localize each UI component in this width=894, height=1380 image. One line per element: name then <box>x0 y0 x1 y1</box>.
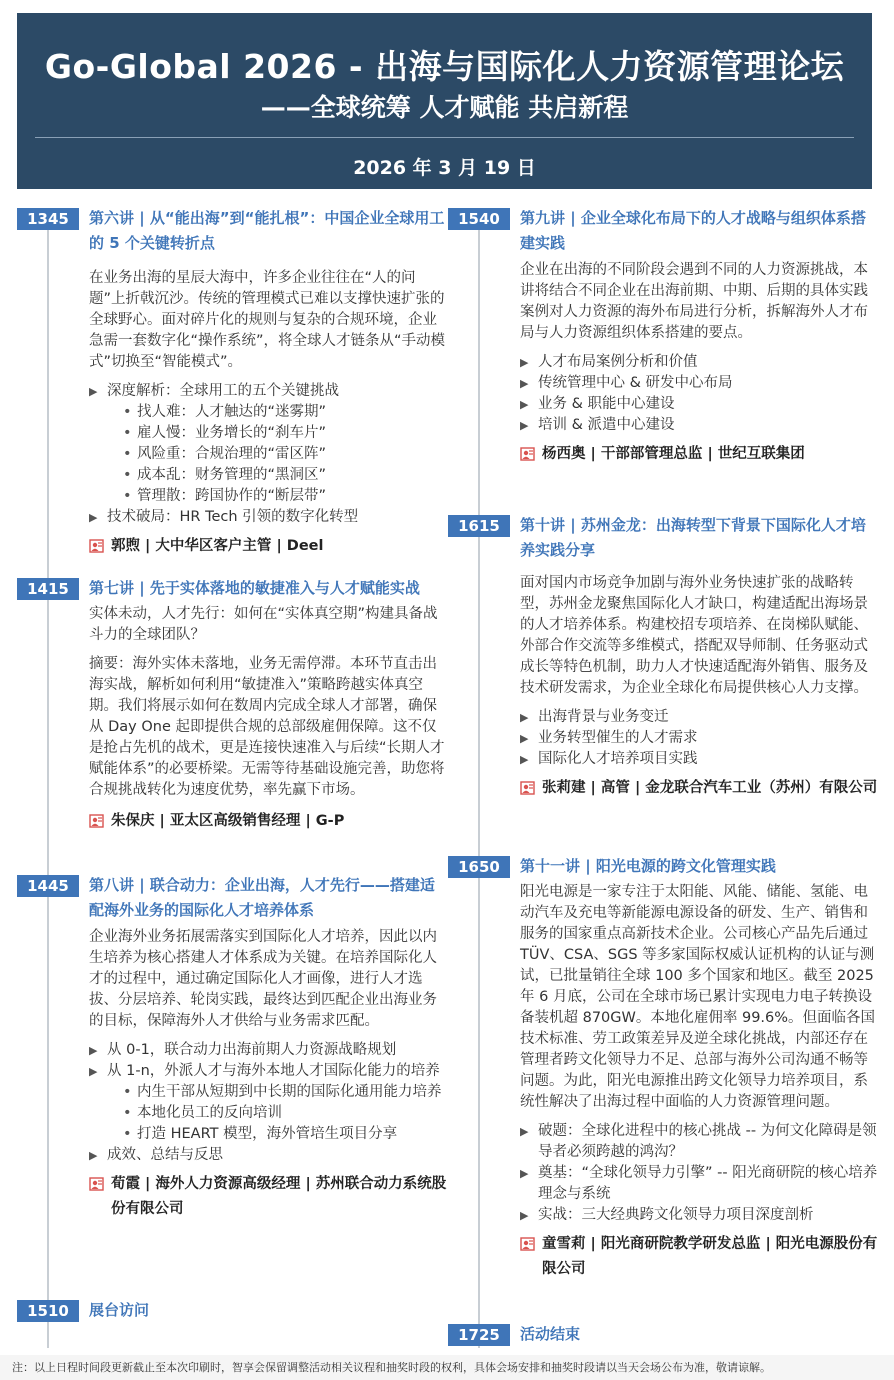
page-title: Go-Global 2026 - 出海与国际化人力资源管理论坛 <box>44 47 845 86</box>
session-body <box>520 573 878 801</box>
session-title: 第六讲 | 从“能出海”到“能扎根”：中国企业全球用工的 5 个关键转折点 <box>89 209 445 252</box>
time-badge: 1415 <box>17 578 79 600</box>
session-title: 第十讲 | 苏州金龙：出海转型下背景下国际化人才培养实践分享 <box>520 516 866 559</box>
session-body <box>520 260 878 467</box>
bullet-item: ▶ 深度解析：全球用工的五个关键挑战 <box>89 381 447 402</box>
time-badge: 1725 <box>448 1324 510 1346</box>
speaker-info <box>520 776 878 801</box>
speaker-info <box>89 809 447 834</box>
speaker-icon <box>89 1177 104 1191</box>
bullet-item: ▶ 实战：三大经典跨文化领导力项目深度剖析 <box>520 1205 878 1226</box>
bullet-item: ▶ 从 0-1，联合动力出海前期人力资源战略规划 <box>89 1040 447 1061</box>
bullet-item: ▶ 破题：全球化进程中的核心挑战 -- 为何文化障碍是领导者必须跨越的鸿沟？ <box>520 1121 878 1163</box>
speaker-icon <box>520 781 535 795</box>
agenda-column-left <box>17 208 447 1348</box>
time-badge: 1345 <box>17 208 79 230</box>
timeline-line <box>478 208 480 1348</box>
time-badge: 1650 <box>448 856 510 878</box>
bullet-item: ▶ 业务 & 职能中心建设 <box>520 394 878 415</box>
speaker-info <box>89 534 447 559</box>
speaker-name: 杨西奥 | 干部部管理总监 | 世纪互联集团 <box>542 446 805 462</box>
bullet-item: ▶ 培训 & 派遣中心建设 <box>520 415 878 436</box>
speaker-info <box>89 1172 447 1222</box>
sub-bullet-item: • 雇人慢：业务增长的“刹车片” <box>89 423 447 444</box>
speaker-icon <box>520 1237 535 1251</box>
sub-bullet-item: • 成本乱：财务管理的“黑洞区” <box>89 465 447 486</box>
timeline-line <box>47 208 49 1348</box>
speaker-name: 郭煦 | 大中华区客户主管 | Deel <box>111 538 324 554</box>
session-description: 阳光电源是一家专注于太阳能、风能、储能、氢能、电动汽车及充电等新能源电源设备的研发、生产、销售和服务的国家重点高新技术企业。公司核心产品先后通过 TÜV、CSA、SGS 等多家国际权威认证机构的认证与测试，已批量销往全球 100 多个国家和地区。截至 2025 年 6 月底，公司在全球市场已累计实现电力电子转换设备装机超 870GW。本地化雇佣率 99.6%。但面临各国技术标准、劳工政策差异及逆全球化挑战，内部还存在管理者跨文化领导力不足、总部与海外公司沟通不畅等问题。为此，阳光电源推出跨文化领导力培养项目，系统性解决了出海过程中面临的人力资源管理问题。 <box>520 884 876 1110</box>
session-title: 第十一讲 | 阳光电源的跨文化管理实践 <box>520 857 776 875</box>
speaker-icon <box>89 814 104 828</box>
time-badge: 1445 <box>17 875 79 897</box>
session-title: 活动结束 <box>520 1325 581 1343</box>
session-title: 展台访问 <box>89 1301 150 1319</box>
speaker-icon <box>89 539 104 553</box>
sub-bullet-item: • 找人难：人才触达的“迷雾期” <box>89 402 447 423</box>
time-badge: 1540 <box>448 208 510 230</box>
session-description: 摘要：海外实体未落地，业务无需停滞。本环节直击出海实战，解析如何利用“敏捷准入”策略跨越实体真空期。我们将展示如何在数周内完成全球人才部署，确保从 Day One 起即提供合规的总部级雇佣保障。这不仅是抢占先机的战术，更是连接快速准入与后续“长期人才赋能体系”的必要桥梁。无需等待基础设施完善，助您将合规挑战转化为速度优势，率先赢下市场。 <box>89 656 445 798</box>
bullet-item: ▶ 奠基：“全球化领导力引擎” -- 阳光商研院的核心培养理念与系统 <box>520 1163 878 1205</box>
speaker-info <box>520 442 878 467</box>
speaker-icon <box>520 447 535 461</box>
page-header <box>17 13 872 189</box>
session-description: 面对国内市场竞争加剧与海外业务快速扩张的战略转型，苏州金龙聚焦国际化人才缺口，构建适配出海场景的人才培养体系。构建校招专项培养、在岗梯队赋能、外部合作交流等多维模式，搭配双导师制、任务驱动式成长等特色机制，助力人才快速适配海外销售、服务及技术研发需求，为企业全球化布局提供核心人力支撑。 <box>520 575 868 696</box>
bullet-item: ▶ 国际化人才培养项目实践 <box>520 749 878 770</box>
session-description: 企业海外业务拓展需落实到国际化人才培养，因此以内生培养为核心搭建人才体系成为关键。在培养国际化人才的过程中，通过确定国际化人才画像，进行人才选拔、分层培养、轮岗实践，最终达到匹配企业出海业务的目标，保障海外人才供给与业务需求匹配。 <box>89 929 437 1029</box>
bullet-item: ▶ 传统管理中心 & 研发中心布局 <box>520 373 878 394</box>
agenda-column-right <box>448 208 878 1348</box>
session-body <box>89 927 447 1222</box>
sub-bullet-item: • 管理散：跨国协作的“断层带” <box>89 486 447 507</box>
bullet-item: ▶ 出海背景与业务变迁 <box>520 707 878 728</box>
footer-note: 注：以上日程时间段更新截止至本次印刷时，智享会保留调整活动相关议程和抽奖时段的权利，具体会场安排和抽奖时段请以当天会场公布为准，敬请谅解。 <box>0 1355 894 1380</box>
sub-bullet-item: • 打造 HEART 模型，海外管培生项目分享 <box>89 1124 447 1145</box>
session-body <box>89 268 447 559</box>
session-title: 第七讲 | 先于实体落地的敏捷准入与人才赋能实战 <box>89 579 420 597</box>
speaker-name: 童雪莉 | 阳光商研院教学研发总监 | 阳光电源股份有限公司 <box>542 1236 878 1277</box>
bullet-item: ▶ 业务转型催生的人才需求 <box>520 728 878 749</box>
session-title: 第九讲 | 企业全球化布局下的人才战略与组织体系搭建实践 <box>520 209 866 252</box>
speaker-info <box>520 1232 878 1282</box>
speaker-name: 荀霞 | 海外人力资源高级经理 | 苏州联合动力系统股份有限公司 <box>111 1176 447 1217</box>
time-badge: 1510 <box>17 1300 79 1322</box>
time-badge: 1615 <box>448 515 510 537</box>
bullet-item: ▶ 技术破局：HR Tech 引领的数字化转型 <box>89 507 447 528</box>
speaker-name: 朱保庆 | 亚太区高级销售经理 | G-P <box>111 813 345 829</box>
session-description: 在业务出海的星辰大海中，许多企业往往在“人的问题”上折戟沉沙。传统的管理模式已难以支撑快速扩张的全球野心。面对碎片化的规则与复杂的合规环境，企业急需一套数字化“操作系统”，将全球人才链条从“手动模式”切换至“智能模式”。 <box>89 270 446 370</box>
header-divider <box>35 137 854 138</box>
session-title: 第八讲 | 联合动力：企业出海，人才先行——搭建适配海外业务的国际化人才培养体系 <box>89 876 435 919</box>
bullet-item: ▶ 人才布局案例分析和价值 <box>520 352 878 373</box>
speaker-name: 张莉建 | 高管 | 金龙联合汽车工业（苏州）有限公司 <box>542 780 878 796</box>
session-description: 实体未动，人才先行：如何在“实体真空期”构建具备战斗力的全球团队？ <box>89 606 438 643</box>
sub-bullet-item: • 风险重：合规治理的“雷区阵” <box>89 444 447 465</box>
session-body <box>89 604 447 834</box>
sub-bullet-item: • 内生干部从短期到中长期的国际化通用能力培养 <box>89 1082 447 1103</box>
session-description: 企业在出海的不同阶段会遇到不同的人力资源挑战，本讲将结合不同企业在出海前期、中期、后期的具体实践案例对人力资源的海外布局进行分析，拆解海外人才布局与人力资源组织体系搭建的要点。 <box>520 262 868 341</box>
bullet-item: ▶ 从 1-n，外派人才与海外本地人才国际化能力的培养 <box>89 1061 447 1082</box>
event-date: 2026 年 3 月 19 日 <box>353 157 536 179</box>
session-body <box>520 882 878 1282</box>
sub-bullet-item: • 本地化员工的反向培训 <box>89 1103 447 1124</box>
page-subtitle: ——全球统筹 人才赋能 共启新程 <box>260 93 629 122</box>
bullet-item: ▶ 成效、总结与反思 <box>89 1145 447 1166</box>
